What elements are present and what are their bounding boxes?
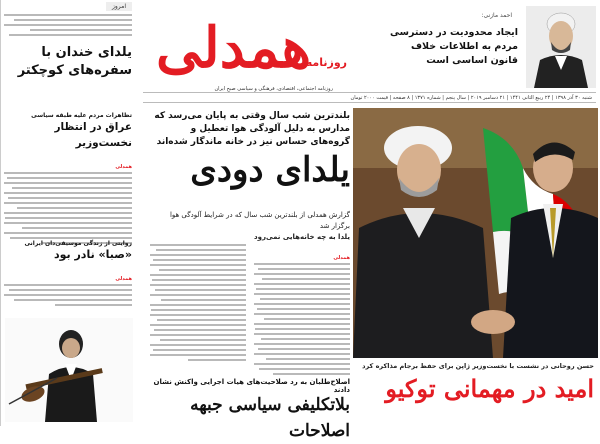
profile-name: احمد مازنی: — [481, 12, 512, 19]
item2-body-text — [4, 153, 132, 244]
photo-headline[interactable]: امید در مهمانی توکیو — [385, 374, 594, 403]
left-item-2[interactable] — [4, 112, 132, 247]
lead-subtitle-text: گزارش همدلی از بلندترین شب سال که در شرایط آلودگی هوا برگزار شد — [169, 211, 350, 230]
logo-prefix: روزنامه — [305, 56, 347, 69]
item3-kicker: روایتی از زندگی موسیقی‌دان ایرانی — [24, 240, 132, 247]
item1-teaser-text — [4, 14, 132, 44]
left-item-3[interactable] — [4, 240, 132, 309]
lead-kicker: بلندترین شب سال وقتی به پایان می‌رسد که مدارس به دلیل آلودگی هوا تعطیل و گروه‌های حساس نیز در خانه ماندگار شده‌اند — [154, 111, 350, 147]
item3-body-text — [4, 265, 132, 306]
dateline-bar: شنبه ۳۰ آذر ۱۳۹۸ | ۲۴ ربیع الثانی ۱۴۴۱ | ۲۱ دسامبر ۲۰۱۹ | سال پنجم | شماره ۱۳۷۱ | ۸ صفحه | قیمت ۲۰۰۰ تومان — [143, 92, 596, 103]
lead-photo[interactable] — [353, 108, 598, 358]
lead-badge: همدلی — [333, 255, 350, 261]
lead-headline[interactable]: یلدای دودی — [190, 150, 350, 190]
item1-headline: یلدای خندان با سفره‌های کوچکتر — [17, 45, 132, 78]
profile-headline: ایجاد محدودیت در دسترسی مردم به اطلاعات خلاف قانون اساسی است — [390, 27, 518, 66]
today-label: امروز — [106, 2, 132, 11]
photo-caption: حسن روحانی در نشست با نخست‌وزیر ژاپن برای حفظ برجام مذاکره کرد — [362, 362, 594, 370]
lead-subtitle — [150, 210, 350, 243]
top-profile-story[interactable] — [378, 6, 596, 88]
lead-body-columns — [150, 244, 350, 372]
profile-photo — [526, 6, 596, 88]
bottom-headline[interactable]: بلاتکلیفی سیاسی جبهه اصلاحات — [190, 395, 350, 441]
item2-kicker: تظاهرات مردم علیه طبقه سیاسی — [31, 112, 132, 119]
item3-headline: «صبا» نادر بود — [53, 248, 132, 261]
musician-photo — [5, 318, 133, 422]
lead-body-column-left — [150, 244, 246, 372]
bottom-kicker: اصلاح‌طلبان به رد صلاحیت‌های هیات اجرایی واکنش نشان دادند — [153, 378, 350, 394]
logo-tagline: روزنامه اجتماعی، اقتصادی، فرهنگی و سیاسی صبح ایران — [214, 86, 333, 92]
left-item-1[interactable] — [4, 14, 132, 80]
masthead[interactable] — [143, 6, 353, 98]
item2-badge: همدلی — [115, 164, 132, 170]
item3-badge: همدلی — [115, 276, 132, 282]
left-column — [0, 0, 136, 426]
item2-headline: عراق در انتظار نخست‌وزیر — [54, 121, 132, 149]
lead-body-column-right — [254, 244, 350, 372]
lead-subtitle-bold: یلدا به چه خانه‌هایی نمی‌رود — [254, 233, 350, 241]
newspaper-logo: همدلی — [155, 15, 311, 81]
